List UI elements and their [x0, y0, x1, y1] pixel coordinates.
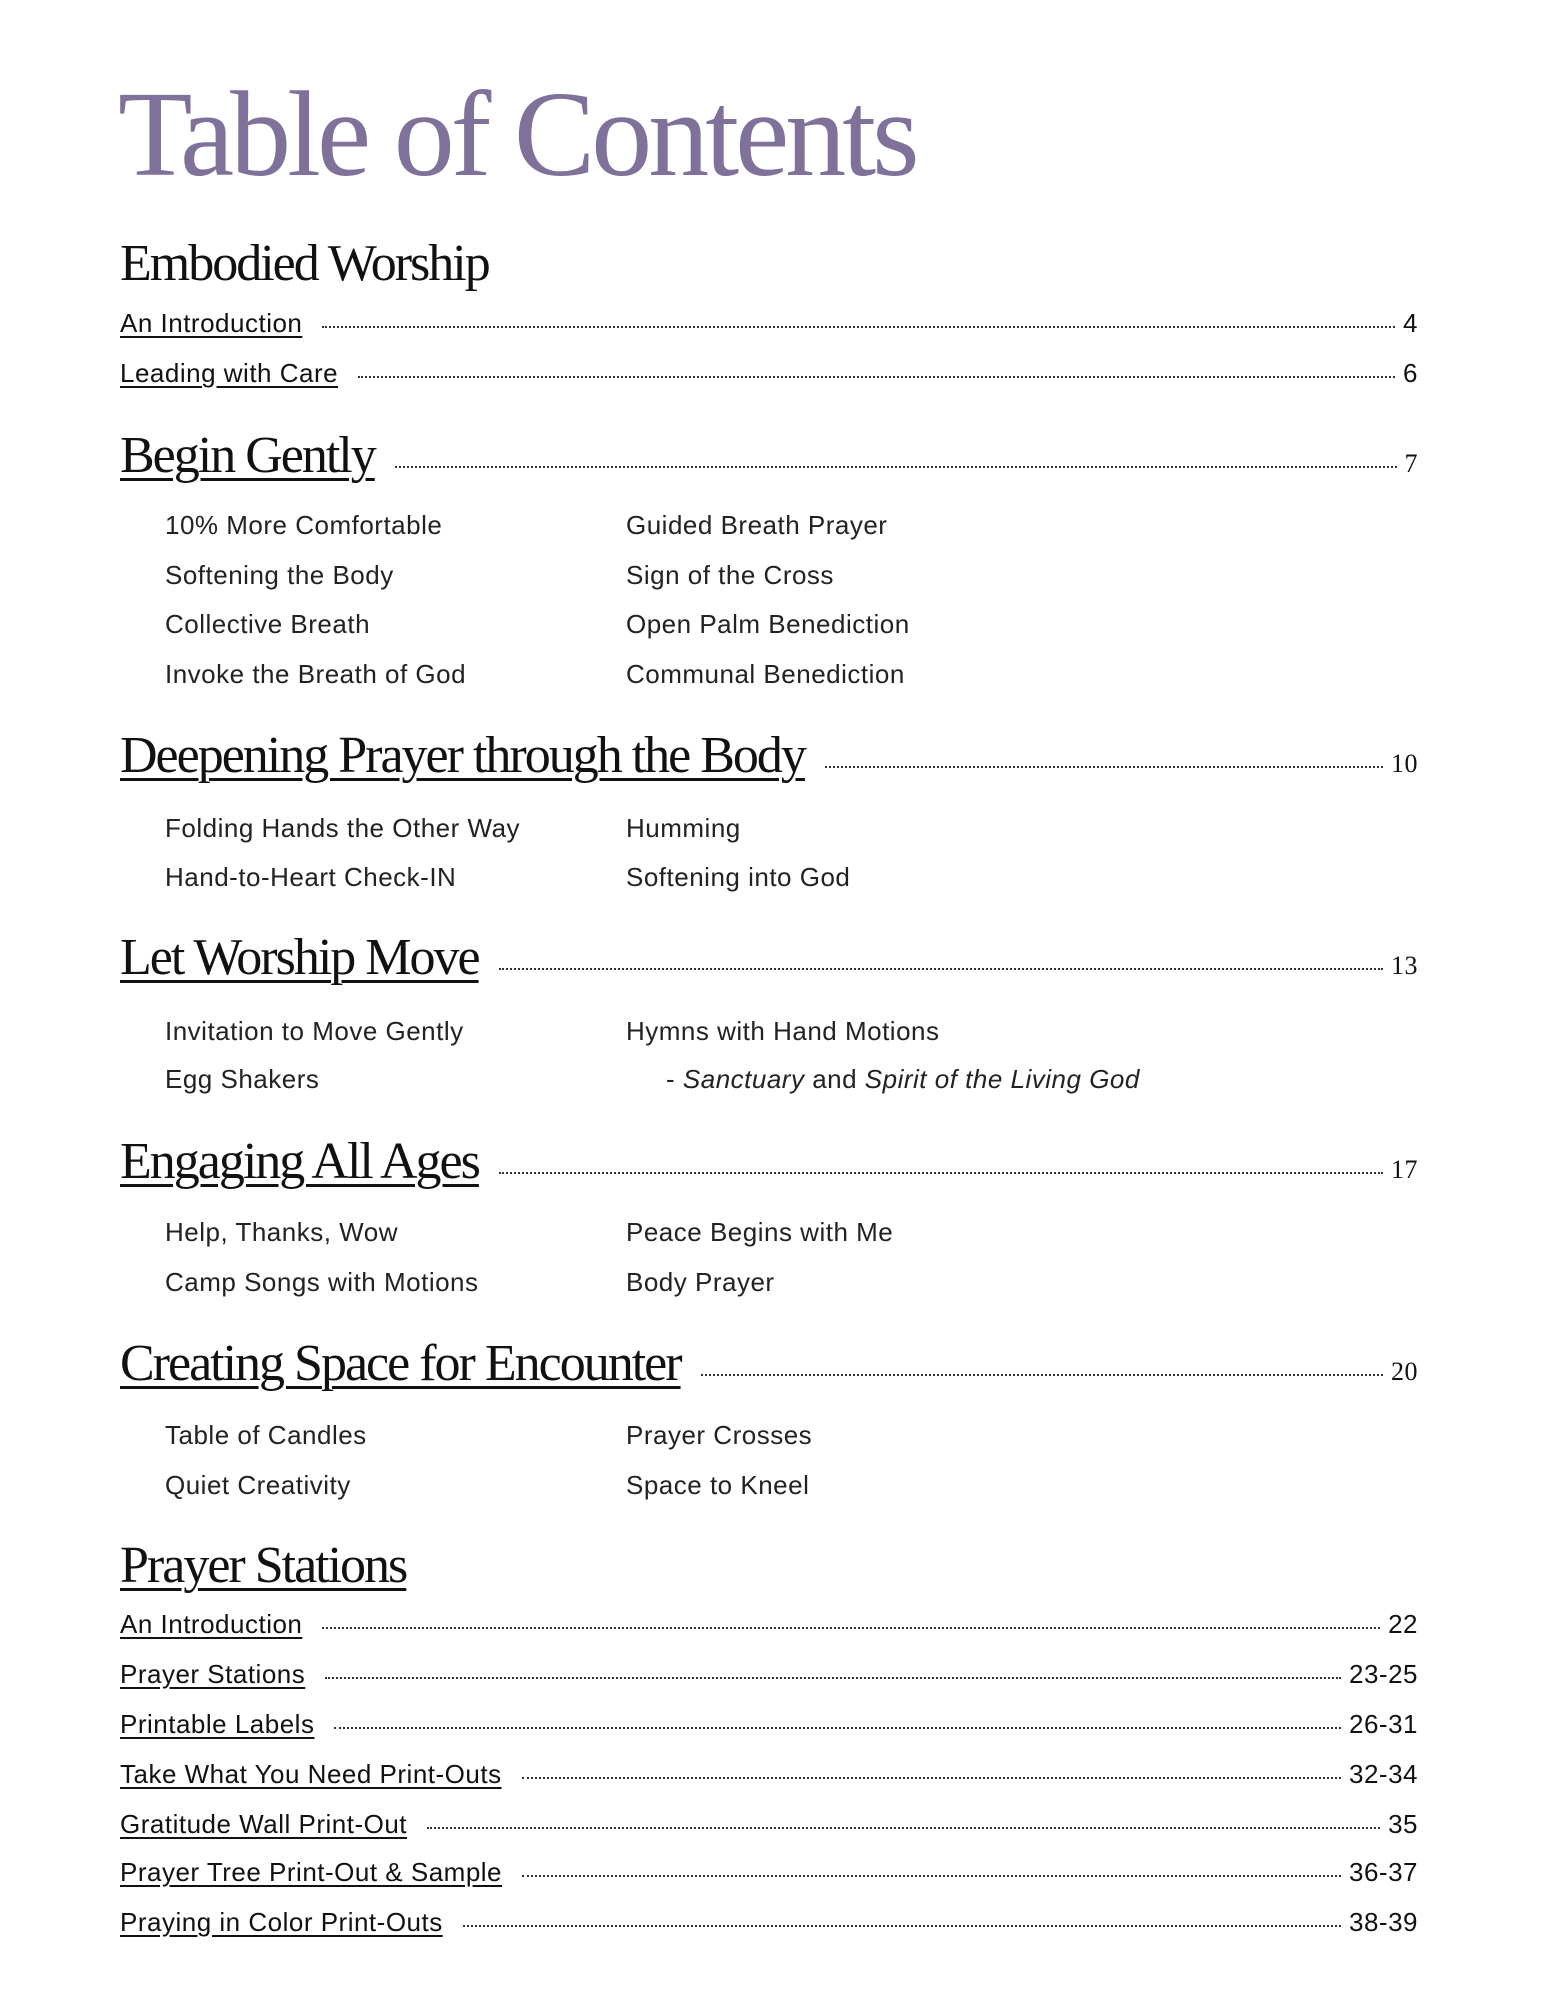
- heading-link[interactable]: Begin Gently: [120, 427, 375, 484]
- heading-link[interactable]: Let Worship Move: [120, 929, 479, 986]
- list-item: Collective Breath: [165, 609, 371, 639]
- entry-link[interactable]: An Introduction: [120, 1609, 303, 1639]
- list-item: Hand-to-Heart Check-IN: [165, 862, 457, 892]
- toc-entry[interactable]: [120, 1757, 1418, 1791]
- page-number: 32-34: [1349, 1759, 1418, 1789]
- list-item: Guided Breath Prayer: [626, 510, 888, 540]
- entry-link[interactable]: An Introduction: [120, 308, 303, 338]
- entry-link[interactable]: Prayer Tree Print-Out & Sample: [120, 1857, 503, 1887]
- section-heading[interactable]: [120, 1334, 1418, 1402]
- page-number: 20: [1391, 1357, 1418, 1386]
- section-heading[interactable]: [120, 726, 1418, 794]
- entry-link[interactable]: Take What You Need Print-Outs: [120, 1759, 502, 1789]
- list-item: Open Palm Benediction: [626, 609, 910, 639]
- toc-entry[interactable]: [120, 356, 1418, 390]
- dot-leader: [499, 968, 1383, 970]
- heading-link[interactable]: Prayer Stations: [120, 1537, 407, 1594]
- page-title: Table of Contents: [118, 67, 916, 202]
- list-item: Communal Benediction: [626, 659, 905, 689]
- toc-entry[interactable]: [120, 1905, 1418, 1939]
- section-heading: [120, 234, 1418, 294]
- list-item: Softening the Body: [165, 560, 394, 590]
- heading-link[interactable]: Creating Space for Encounter: [120, 1335, 681, 1392]
- list-item: Invitation to Move Gently: [165, 1016, 464, 1046]
- dot-leader: [334, 1727, 1341, 1729]
- page-number: 22: [1388, 1609, 1418, 1639]
- page-number: 35: [1388, 1809, 1418, 1839]
- list-item: Table of Candles: [165, 1420, 367, 1450]
- list-item: Egg Shakers: [165, 1064, 320, 1094]
- list-item: Humming: [626, 813, 741, 843]
- page-number: 38-39: [1349, 1907, 1418, 1937]
- list-item: 10% More Comfortable: [165, 510, 443, 540]
- dot-leader: [358, 376, 1395, 378]
- entry-link[interactable]: Gratitude Wall Print-Out: [120, 1809, 408, 1839]
- page-number: 36-37: [1349, 1857, 1418, 1887]
- page-number: 7: [1404, 449, 1418, 478]
- dot-leader: [427, 1827, 1380, 1829]
- list-item: Hymns with Hand Motions: [626, 1016, 940, 1046]
- dash: -: [666, 1064, 683, 1094]
- section-heading[interactable]: [120, 1132, 1418, 1200]
- page-number: 10: [1391, 749, 1418, 778]
- sub-item: [666, 1062, 1140, 1096]
- list-item: Space to Kneel: [626, 1470, 810, 1500]
- toc-entry[interactable]: [120, 306, 1418, 340]
- dot-leader: [522, 1777, 1341, 1779]
- entry-link[interactable]: Praying in Color Print-Outs: [120, 1907, 443, 1937]
- list-item: Quiet Creativity: [165, 1470, 351, 1500]
- toc-entry[interactable]: [120, 1855, 1418, 1889]
- dot-leader: [825, 766, 1383, 768]
- entry-link[interactable]: Prayer Stations: [120, 1659, 306, 1689]
- toc-entry[interactable]: [120, 1607, 1418, 1641]
- list-item: Invoke the Breath of God: [165, 659, 467, 689]
- page-number: 4: [1403, 308, 1418, 338]
- hymn-title: Spirit of the Living God: [864, 1064, 1140, 1094]
- dot-leader: [522, 1875, 1341, 1877]
- dot-leader: [701, 1374, 1383, 1376]
- heading-link[interactable]: Engaging All Ages: [120, 1133, 479, 1190]
- heading-text: Embodied Worship: [120, 235, 489, 292]
- page-number: 26-31: [1349, 1709, 1418, 1739]
- dot-leader: [463, 1925, 1341, 1927]
- section-heading[interactable]: [120, 928, 1418, 996]
- list-item: Folding Hands the Other Way: [165, 813, 521, 843]
- toc-entry[interactable]: [120, 1707, 1418, 1741]
- page-number: 6: [1403, 358, 1418, 388]
- list-item: Prayer Crosses: [626, 1420, 813, 1450]
- dot-leader: [325, 1677, 1341, 1679]
- dot-leader: [499, 1172, 1383, 1174]
- page-number: 23-25: [1349, 1659, 1418, 1689]
- heading-link[interactable]: Deepening Prayer through the Body: [120, 727, 805, 784]
- dot-leader: [322, 326, 1395, 328]
- list-item: Sign of the Cross: [626, 560, 834, 590]
- dot-leader: [395, 466, 1397, 468]
- toc-entry[interactable]: [120, 1807, 1418, 1841]
- page-number: 13: [1391, 951, 1418, 980]
- entry-link[interactable]: Printable Labels: [120, 1709, 315, 1739]
- list-item: Camp Songs with Motions: [165, 1267, 479, 1297]
- conjunction: and: [804, 1064, 865, 1094]
- hymn-title: Sanctuary: [682, 1064, 805, 1094]
- entry-link[interactable]: Leading with Care: [120, 358, 339, 388]
- section-heading[interactable]: [120, 426, 1418, 494]
- section-heading[interactable]: [120, 1536, 1418, 1596]
- list-item: Softening into God: [626, 862, 851, 892]
- dot-leader: [322, 1627, 1380, 1629]
- list-item: Help, Thanks, Wow: [165, 1217, 398, 1247]
- toc-entry[interactable]: [120, 1657, 1418, 1691]
- list-item: Body Prayer: [626, 1267, 775, 1297]
- page-number: 17: [1391, 1155, 1418, 1184]
- list-item: Peace Begins with Me: [626, 1217, 894, 1247]
